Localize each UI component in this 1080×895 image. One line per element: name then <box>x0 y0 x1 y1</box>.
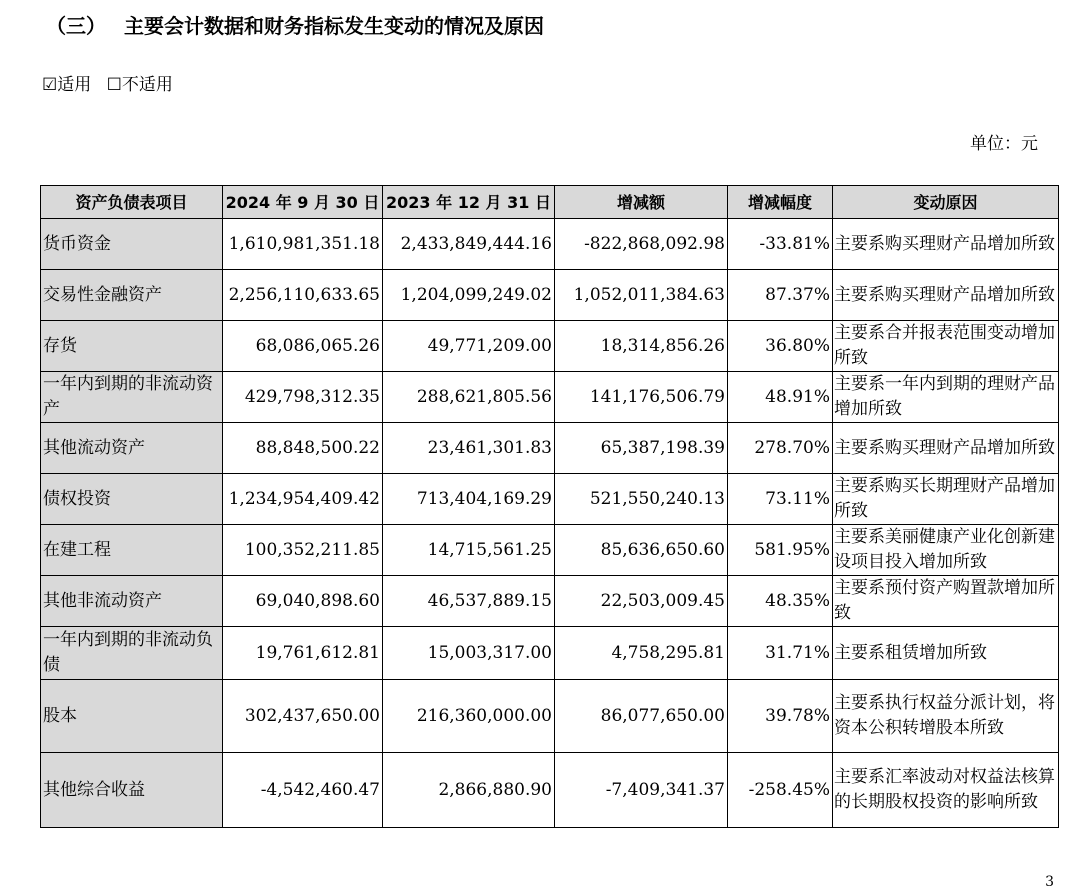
row-previous-value: 288,621,805.56 <box>383 372 555 423</box>
row-reason: 主要系汇率波动对权益法核算的长期股权投资的影响所致 <box>833 753 1059 828</box>
table-row <box>41 219 1059 270</box>
row-current-value: 68,086,065.26 <box>223 321 383 372</box>
header-current-period: 2024 年 9 月 30 日 <box>223 186 383 219</box>
not-applicable-checkbox[interactable]: ☐不适用 <box>106 75 173 95</box>
row-reason: 主要系购买理财产品增加所致 <box>833 219 1059 270</box>
table-row <box>41 372 1059 423</box>
row-change-percent: 48.91% <box>728 372 833 423</box>
row-previous-value: 2,433,849,444.16 <box>383 219 555 270</box>
row-previous-value: 2,866,880.90 <box>383 753 555 828</box>
header-change-amount: 增减额 <box>555 186 728 219</box>
table-row <box>41 753 1059 828</box>
row-item: 存货 <box>41 321 223 372</box>
row-item: 货币资金 <box>41 219 223 270</box>
row-reason: 主要系合并报表范围变动增加所致 <box>833 321 1059 372</box>
row-change-amount: 1,052,011,384.63 <box>555 270 728 321</box>
section-number: （三） <box>46 14 106 38</box>
row-change-amount: 65,387,198.39 <box>555 423 728 474</box>
row-change-amount: 22,503,009.45 <box>555 576 728 627</box>
table-row <box>41 576 1059 627</box>
row-item: 交易性金融资产 <box>41 270 223 321</box>
header-item: 资产负债表项目 <box>41 186 223 219</box>
row-change-percent: -258.45% <box>728 753 833 828</box>
row-change-percent: 87.37% <box>728 270 833 321</box>
balance-sheet-changes-table <box>40 185 1059 828</box>
table-row <box>41 627 1059 680</box>
table-row <box>41 321 1059 372</box>
applicable-checkbox[interactable]: ☑适用 <box>42 75 92 95</box>
row-item: 在建工程 <box>41 525 223 576</box>
row-reason: 主要系一年内到期的理财产品增加所致 <box>833 372 1059 423</box>
applicability-options <box>42 70 183 95</box>
table-row <box>41 423 1059 474</box>
row-current-value: 1,234,954,409.42 <box>223 474 383 525</box>
table-row <box>41 525 1059 576</box>
unit-label: 单位：元 <box>970 134 1038 154</box>
table-body <box>41 219 1059 828</box>
row-change-percent: 48.35% <box>728 576 833 627</box>
row-current-value: 429,798,312.35 <box>223 372 383 423</box>
row-change-amount: 85,636,650.60 <box>555 525 728 576</box>
page-number: 3 <box>1045 874 1054 890</box>
header-change-percent: 增减幅度 <box>728 186 833 219</box>
row-previous-value: 216,360,000.00 <box>383 680 555 753</box>
row-item: 股本 <box>41 680 223 753</box>
row-previous-value: 14,715,561.25 <box>383 525 555 576</box>
row-item: 其他流动资产 <box>41 423 223 474</box>
row-change-percent: 73.11% <box>728 474 833 525</box>
row-reason: 主要系购买理财产品增加所致 <box>833 423 1059 474</box>
row-previous-value: 23,461,301.83 <box>383 423 555 474</box>
row-change-amount: 4,758,295.81 <box>555 627 728 680</box>
row-previous-value: 49,771,209.00 <box>383 321 555 372</box>
row-change-amount: 521,550,240.13 <box>555 474 728 525</box>
row-change-amount: -7,409,341.37 <box>555 753 728 828</box>
section-heading <box>46 10 544 39</box>
section-title: 主要会计数据和财务指标发生变动的情况及原因 <box>124 14 544 38</box>
row-current-value: 69,040,898.60 <box>223 576 383 627</box>
row-change-percent: 31.71% <box>728 627 833 680</box>
row-change-percent: 36.80% <box>728 321 833 372</box>
row-change-percent: 581.95% <box>728 525 833 576</box>
row-item: 其他非流动资产 <box>41 576 223 627</box>
table-row <box>41 270 1059 321</box>
row-change-amount: 86,077,650.00 <box>555 680 728 753</box>
row-previous-value: 1,204,099,249.02 <box>383 270 555 321</box>
row-reason: 主要系美丽健康产业化创新建设项目投入增加所致 <box>833 525 1059 576</box>
header-previous-period: 2023 年 12 月 31 日 <box>383 186 555 219</box>
table-row <box>41 474 1059 525</box>
row-current-value: 1,610,981,351.18 <box>223 219 383 270</box>
row-item: 债权投资 <box>41 474 223 525</box>
row-reason: 主要系执行权益分派计划，将资本公积转增股本所致 <box>833 680 1059 753</box>
row-reason: 主要系购买长期理财产品增加所致 <box>833 474 1059 525</box>
row-item: 一年内到期的非流动负债 <box>41 627 223 680</box>
row-previous-value: 46,537,889.15 <box>383 576 555 627</box>
row-current-value: -4,542,460.47 <box>223 753 383 828</box>
row-change-percent: 278.70% <box>728 423 833 474</box>
row-previous-value: 15,003,317.00 <box>383 627 555 680</box>
table-row <box>41 680 1059 753</box>
row-change-amount: 141,176,506.79 <box>555 372 728 423</box>
row-current-value: 2,256,110,633.65 <box>223 270 383 321</box>
row-change-percent: 39.78% <box>728 680 833 753</box>
row-current-value: 88,848,500.22 <box>223 423 383 474</box>
row-reason: 主要系租赁增加所致 <box>833 627 1059 680</box>
row-change-amount: 18,314,856.26 <box>555 321 728 372</box>
row-current-value: 302,437,650.00 <box>223 680 383 753</box>
row-reason: 主要系预付资产购置款增加所致 <box>833 576 1059 627</box>
row-item: 其他综合收益 <box>41 753 223 828</box>
row-current-value: 19,761,612.81 <box>223 627 383 680</box>
row-change-amount: -822,868,092.98 <box>555 219 728 270</box>
table-header-row <box>41 186 1059 219</box>
row-previous-value: 713,404,169.29 <box>383 474 555 525</box>
row-current-value: 100,352,211.85 <box>223 525 383 576</box>
row-item: 一年内到期的非流动资产 <box>41 372 223 423</box>
row-change-percent: -33.81% <box>728 219 833 270</box>
header-reason: 变动原因 <box>833 186 1059 219</box>
row-reason: 主要系购买理财产品增加所致 <box>833 270 1059 321</box>
